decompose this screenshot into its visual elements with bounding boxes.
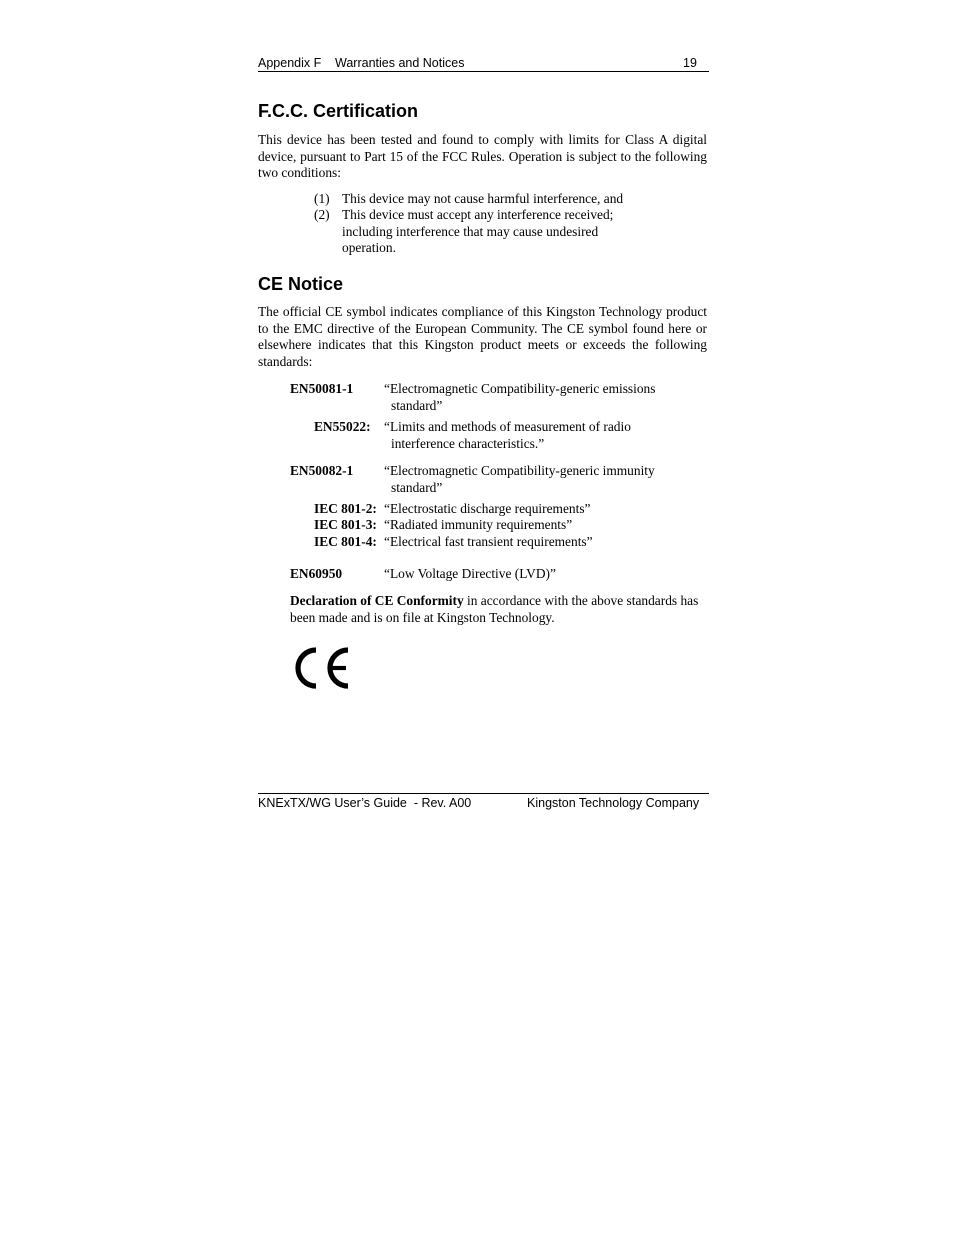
standard-description-line: “Limits and methods of measurement of radio: [384, 419, 631, 434]
standard-description: “Electrical fast transient requirements”: [384, 534, 593, 549]
standard-code: EN60950: [290, 566, 343, 581]
standard-en50082-1: [0, 463, 954, 497]
standard-code: IEC 801-4:: [314, 534, 377, 549]
standard-description: “Electrostatic discharge requirements”: [384, 501, 591, 516]
header-page-number: 19: [683, 56, 697, 70]
standard-code: IEC 801-3:: [314, 517, 377, 532]
standard-description: [384, 381, 709, 414]
standard-iec-801-2: [0, 501, 954, 518]
condition-text: This device may not cause harmful interference, and: [342, 191, 624, 206]
standard-iec-801-4: [0, 534, 954, 551]
condition-number: (2): [314, 207, 330, 222]
standard-code: EN55022:: [314, 419, 371, 434]
standard-description: [384, 419, 709, 452]
declaration-text: in accordance with the above standards has been made and is on file at Kingston Technology.: [290, 593, 699, 625]
standard-description-line: standard”: [391, 397, 443, 413]
fcc-intro: This device has been tested and found to comply with limits for Class A digital device, pursuant to Part 15 of the FCC Rules. Operation is subject to the following two conditions:: [258, 132, 707, 181]
standard-description-line: standard”: [391, 479, 443, 495]
ce-declaration: [290, 593, 710, 626]
fcc-condition-2: [314, 207, 654, 259]
page-header: [258, 55, 709, 72]
standard-en50081-1: [0, 381, 954, 415]
page-footer: [258, 793, 709, 812]
declaration-title: Declaration of CE Conformity: [290, 593, 464, 608]
standard-code: EN50082-1: [290, 463, 354, 478]
condition-text: This device must accept any interference received; including interference that may cause undesired operation.: [342, 207, 614, 256]
standard-code: EN50081-1: [290, 381, 354, 396]
ce-intro: The official CE symbol indicates compliance of this Kingston Technology product to the EMC directive of the European Community. The CE symbol found here or elsewhere indicates that this Kingston product meets or exceeds the following standards:: [258, 304, 707, 369]
header-chapter: Appendix F: [258, 56, 322, 70]
standard-en55022: [0, 419, 954, 453]
standard-en60950: [0, 566, 954, 583]
standard-description-line: interference characteristics.”: [391, 435, 545, 451]
standard-code: IEC 801-2:: [314, 501, 377, 516]
standard-description: “Radiated immunity requirements”: [384, 517, 573, 532]
standard-description-line: “Electromagnetic Compatibility-generic emissions: [384, 381, 656, 396]
standard-description: “Low Voltage Directive (LVD)”: [384, 566, 556, 581]
header-section: Warranties and Notices: [335, 56, 465, 70]
footer-company: Kingston Technology Company: [527, 796, 700, 810]
fcc-heading: F.C.C. Certification: [258, 101, 419, 121]
ce-heading: CE Notice: [258, 274, 344, 294]
standard-description: [384, 463, 709, 496]
ce-mark-icon: [292, 645, 352, 691]
fcc-condition-1: [314, 191, 654, 208]
condition-number: (1): [314, 191, 330, 206]
standard-description-line: “Electromagnetic Compatibility-generic immunity: [384, 463, 655, 478]
footer-guide-title: KNExTX/WG User’s Guide - Rev. A00: [258, 796, 472, 810]
standard-iec-801-3: [0, 517, 954, 534]
